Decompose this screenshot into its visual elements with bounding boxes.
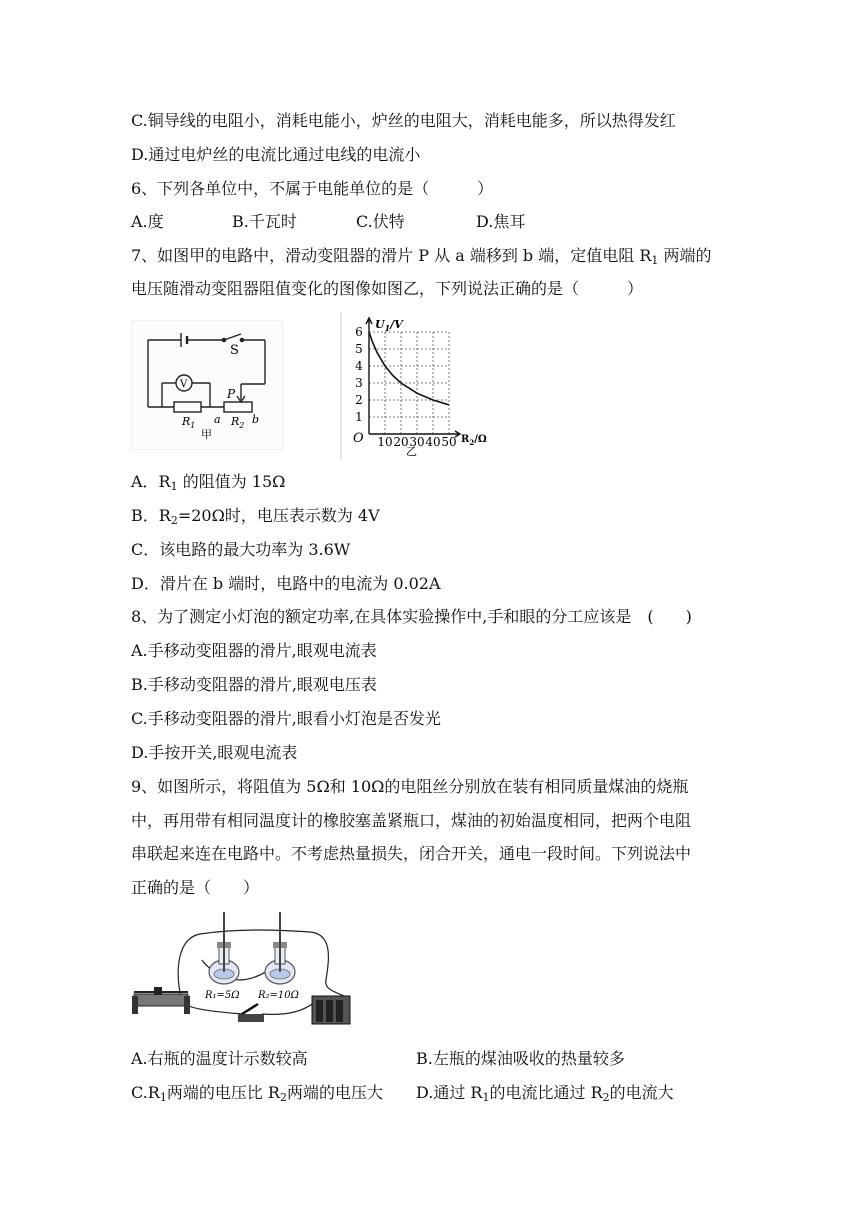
q9-option-c: $C.R_1$两端的电压比 $R_2$两端的电压大 (131, 1083, 383, 1104)
q9-options-row2 (131, 1082, 674, 1104)
voltmeter-label: V (180, 379, 188, 390)
q8-stem: 8、为了测定小灯泡的额定功率,在具体实验操作中,手和眼的分工应该是 ( ) (131, 607, 692, 626)
q7-stem-line1: 7、如图甲的电路中，滑动变阻器的滑片 P 从 a 端移到 b 端，定值电阻 $R_1$ 两端的 (131, 246, 712, 267)
q9-option-a: A.右瓶的温度计示数较高 (131, 1049, 308, 1068)
switch (238, 1004, 264, 1022)
q7-voltage-chart (340, 312, 510, 460)
q6-stem: 6、下列各单位中，不属于电能单位的是（ ） (131, 179, 494, 198)
x-axis-label: $R_2/\Omega$ (461, 434, 487, 447)
y-tick-label: 6 (355, 325, 363, 339)
q8-option-a: A.手移动变阻器的滑片,眼观电流表 (131, 641, 377, 660)
q7-circuit-diagram (131, 320, 283, 450)
q9-stem-line1: 9、如图所示，将阻值为 5Ω和 10Ω的电阻丝分别放在装有相同质量煤油的烧瓶 (131, 777, 689, 796)
chart-grid (369, 332, 449, 434)
q7-option-d: D．滑片在 b 端时，电路中的电流为 0.02A (131, 574, 441, 593)
x-tick-label: 20 (393, 435, 409, 449)
q9-options-row1 (131, 1048, 625, 1070)
left-flask (209, 912, 239, 984)
x-tick-label: 30 (409, 435, 425, 449)
x-tick-label: 40 (425, 435, 441, 449)
y-tick-label: 2 (355, 393, 363, 407)
wire-bottom-left (182, 1002, 242, 1014)
y-tick-label: 1 (355, 410, 363, 424)
q6-option-c: C.伏特 (356, 212, 405, 231)
r2-label: $R_2$ (231, 415, 245, 430)
q5-option-d: D.通过电炉丝的电流比通过电线的电流小 (131, 145, 421, 164)
q6-option-b: B.千瓦时 (232, 212, 297, 231)
q8-option-c: C.手移动变阻器的滑片,眼看小灯泡是否发光 (131, 709, 441, 728)
end-a-label: a (214, 413, 221, 426)
y-tick-label: 3 (355, 376, 363, 390)
q9-option-b: B.左瓶的煤油吸收的热量较多 (416, 1049, 625, 1068)
q7-option-b: B．$R_2=20\Omega$时，电压表示数为 4V (131, 506, 380, 527)
wire-bottom-right (262, 1002, 315, 1014)
q9-experiment-figure (130, 910, 360, 1032)
y-tick-label: 4 (355, 359, 363, 373)
right-flask (265, 912, 295, 984)
q7-option-c: C．该电路的最大功率为 3.6W (131, 540, 351, 559)
chart-series-line (369, 332, 449, 405)
circuit-caption: 甲 (201, 428, 212, 441)
q9-option-d: D.通过 $R_1$的电流比通过 $R_2$的电流大 (416, 1083, 674, 1104)
q6-option-a: A.度 (131, 212, 164, 231)
x-tick-label: 50 (441, 435, 457, 449)
y-tick-label: 5 (355, 342, 363, 356)
q6-option-d: D.焦耳 (476, 212, 526, 231)
battery-pack (312, 996, 350, 1024)
q5-option-c: C.铜导线的电阻小，消耗电能小，炉丝的电阻大，消耗电能多，所以热得发红 (131, 111, 676, 130)
switch-label: S (230, 343, 239, 358)
x-tick-label: 10 (377, 435, 393, 449)
chart-caption: 乙 (406, 445, 417, 458)
q8-option-b: B.手移动变阻器的滑片,眼观电压表 (131, 675, 377, 694)
r2-fig-label: R₂=10Ω (258, 990, 299, 1001)
chart-axes (366, 318, 460, 437)
y-axis-label: $U_1/V$ (375, 318, 403, 333)
q9-stem-line2: 中，再用带有相同温度计的橡胶塞盖紧瓶口，煤油的初始温度相同，把两个电阻 (131, 811, 692, 830)
chart-origin: O (353, 431, 364, 446)
q7-option-a: A．$R_1$ 的阻值为 15Ω (131, 472, 286, 493)
q9-stem-line3: 串联起来连在电路中。不考虑热量损失，闭合开关，通电一段时间。下列说法中 (131, 844, 692, 863)
slider-label: P (227, 387, 236, 401)
q8-option-d: D.手按开关,眼观电流表 (131, 743, 298, 762)
r1-label: $R_1$ (182, 415, 196, 430)
end-b-label: b (252, 413, 260, 426)
rheostat (132, 987, 190, 1014)
q6-options (131, 211, 525, 233)
q9-stem-line4: 正确的是（ ） (131, 878, 260, 897)
q7-stem-line2: 电压随滑动变阻器阻值变化的图像如图乙，下列说法正确的是（ ） (131, 279, 644, 298)
r1-fig-label: R₁=5Ω (205, 990, 240, 1001)
